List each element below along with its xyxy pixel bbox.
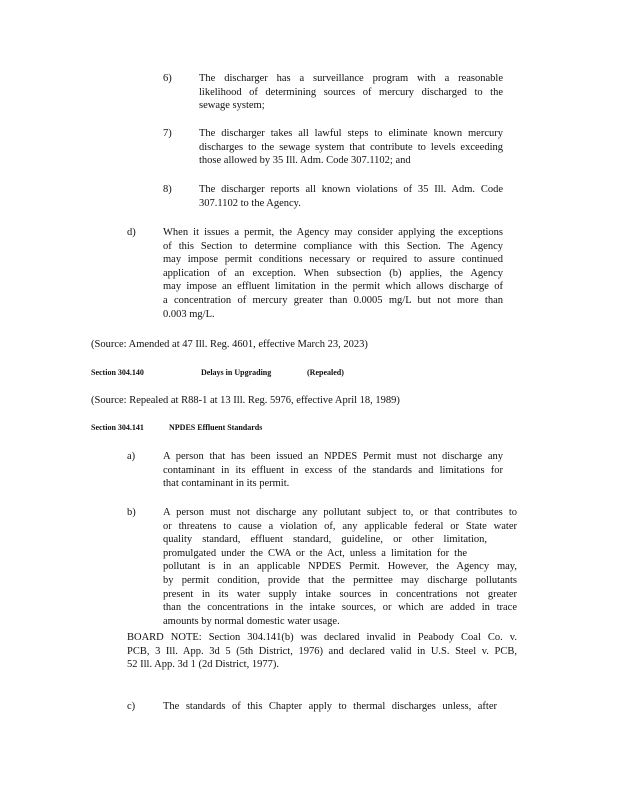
text-line: The discharger takes all lawful steps to eliminate known mercury <box>199 128 503 139</box>
text-line: may impose permit conditions necessary or required to assure continued <box>163 254 503 266</box>
text-line: a concentration of mercury greater than 0.0005 mg/L but not more than <box>163 294 503 306</box>
item-number: a) <box>127 451 136 462</box>
text-line: 307.1102 to the Agency. <box>199 197 301 209</box>
text-line: pollutant is in an applicable NPDES Permit. However, the Agency may, <box>163 561 517 573</box>
text-line: contaminant in its effluent in excess of the standards and limitations for <box>163 464 503 476</box>
item-text <box>163 226 503 321</box>
section-number: Section 304.140 <box>91 368 144 377</box>
text-line: quality standard, effluent standard, guideline, or other limitation, <box>163 534 487 546</box>
text-line: PCB, 3 Ill. App. 3d 5 (5th District, 1976) and declared valid in U.S. Steel v. PCB, <box>127 645 517 657</box>
item-text <box>163 506 517 628</box>
item-number: b) <box>127 507 136 518</box>
text-line: BOARD NOTE: Section 304.141(b) was declared invalid in Peabody Coal Co. v. <box>127 632 517 643</box>
text-line: of this Section to determine compliance with this Section. The Agency <box>163 240 503 252</box>
text-line: The discharger has a surveillance program with a reasonable <box>199 73 503 84</box>
text-line: promulgated under the CWA or the Act, unless a limitation for the <box>163 547 467 559</box>
text-line: When it issues a permit, the Agency may consider applying the exceptions <box>163 227 503 238</box>
board-note <box>127 631 517 672</box>
source-note-amended: (Source: Amended at 47 Ill. Reg. 4601, effective March 23, 2023) <box>91 339 368 350</box>
text-line: may impose an effluent limitation in the permit which allows discharge of <box>163 281 503 293</box>
text-line: that contaminant in its permit. <box>163 478 290 490</box>
section-status: (Repealed) <box>307 368 344 377</box>
text-line: 52 Ill. App. 3d 1 (2d District, 1977). <box>127 659 279 671</box>
text-line: by permit condition, provide that the permittee may discharge pollutants <box>163 574 517 586</box>
item-number: 7) <box>163 128 172 139</box>
source-note-repealed: (Source: Repealed at R88-1 at 13 Ill. Reg. 5976, effective April 18, 1989) <box>91 395 400 406</box>
text-line: sewage system; <box>199 100 265 112</box>
text-line: The standards of this Chapter apply to thermal discharges unless, after <box>163 701 497 712</box>
text-line: than the concentrations in the intake sources, or which are added in trace <box>163 602 517 614</box>
text-line: A person must not discharge any pollutant subject to, or that contributes to <box>163 507 517 518</box>
text-line: present in its water supply intake sources in concentrations not greater <box>163 588 517 600</box>
item-number: 6) <box>163 73 172 84</box>
section-title: Delays in Upgrading <box>201 368 272 377</box>
text-line: or threatens to cause a violation of, any applicable federal or State water <box>163 520 517 532</box>
text-line: discharges to the sewage system that contribute to levels exceeding <box>199 141 503 153</box>
item-number: c) <box>127 701 136 712</box>
text-line: those allowed by 35 Ill. Adm. Code 307.1102; and <box>199 155 411 167</box>
text-line: amounts by normal domestic water usage. <box>163 615 340 627</box>
text-line: 0.003 mg/L. <box>163 308 215 320</box>
text-line: The discharger reports all known violations of 35 Ill. Adm. Code <box>199 184 503 195</box>
item-text <box>199 127 503 168</box>
section-title: NPDES Effluent Standards <box>169 423 263 432</box>
text-line: application of an exception. When subsection (b) applies, the Agency <box>163 267 503 279</box>
item-text <box>163 700 497 714</box>
item-text <box>199 183 503 210</box>
section-number: Section 304.141 <box>91 423 144 432</box>
text-line: A person that has been issued an NPDES Permit must not discharge any <box>163 451 503 462</box>
item-text <box>199 72 503 113</box>
item-number: 8) <box>163 184 172 195</box>
text-line: likelihood of determining sources of mercury discharged to the <box>199 86 503 98</box>
item-number: d) <box>127 227 136 238</box>
item-text <box>163 450 503 491</box>
